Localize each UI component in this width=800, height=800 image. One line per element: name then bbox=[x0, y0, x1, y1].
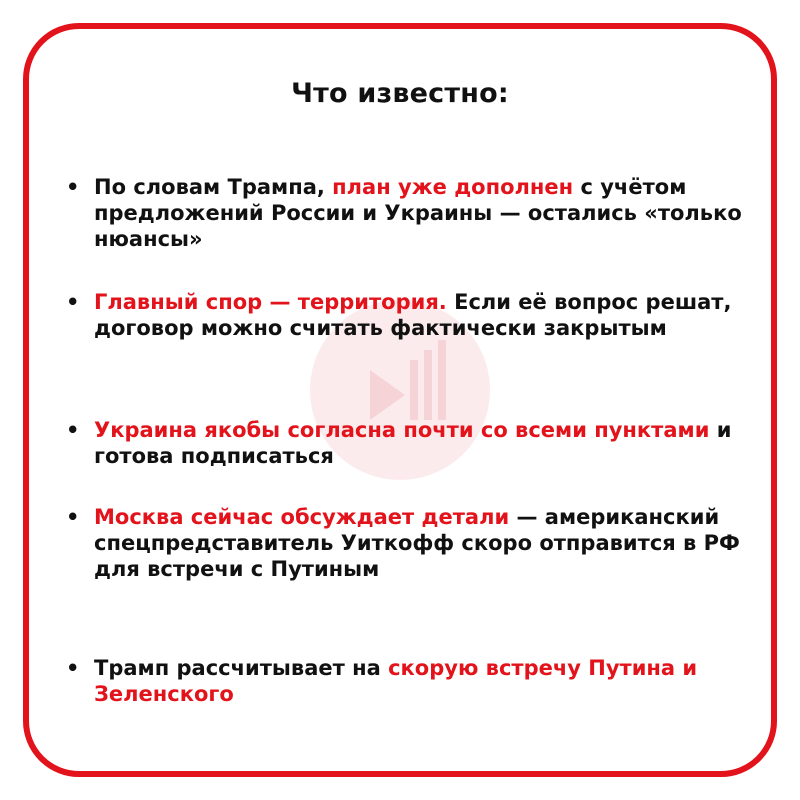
item-highlight: скорую встречу Путина и Зеленского bbox=[94, 656, 698, 706]
item-text-part: Трамп рассчитывает на bbox=[94, 656, 389, 680]
item-highlight: Главный спор — территория. bbox=[94, 290, 447, 314]
list-item bbox=[66, 289, 766, 341]
item-text-part: — американский спецпредставитель Уиткофф скоро отправится в РФ для встречи с Путиным bbox=[94, 505, 740, 581]
bullet-icon: • bbox=[66, 656, 80, 680]
page-title: Что известно: bbox=[291, 78, 509, 109]
bullet-icon: • bbox=[66, 290, 80, 314]
item-text-part: Если её вопрос решат, договор можно считать фактически закрытым bbox=[94, 290, 732, 340]
item-text-part: и готова подписаться bbox=[94, 418, 732, 468]
item-text-part: с учётом предложений России и Украины — остались «только нюансы» bbox=[94, 175, 742, 251]
bullet-icon: • bbox=[66, 505, 80, 529]
item-text-part: По словам Трампа, bbox=[94, 175, 333, 199]
list-item bbox=[66, 504, 766, 582]
item-highlight: план уже дополнен bbox=[332, 175, 574, 199]
bullet-icon: • bbox=[66, 418, 80, 442]
list-item bbox=[66, 655, 766, 707]
list-item bbox=[66, 174, 766, 252]
list-item bbox=[66, 417, 766, 469]
item-highlight: Москва сейчас обсуждает детали bbox=[94, 505, 510, 529]
item-highlight: Украина якобы согласна почти со всеми пунктами bbox=[94, 418, 710, 442]
bullet-icon: • bbox=[66, 175, 80, 199]
